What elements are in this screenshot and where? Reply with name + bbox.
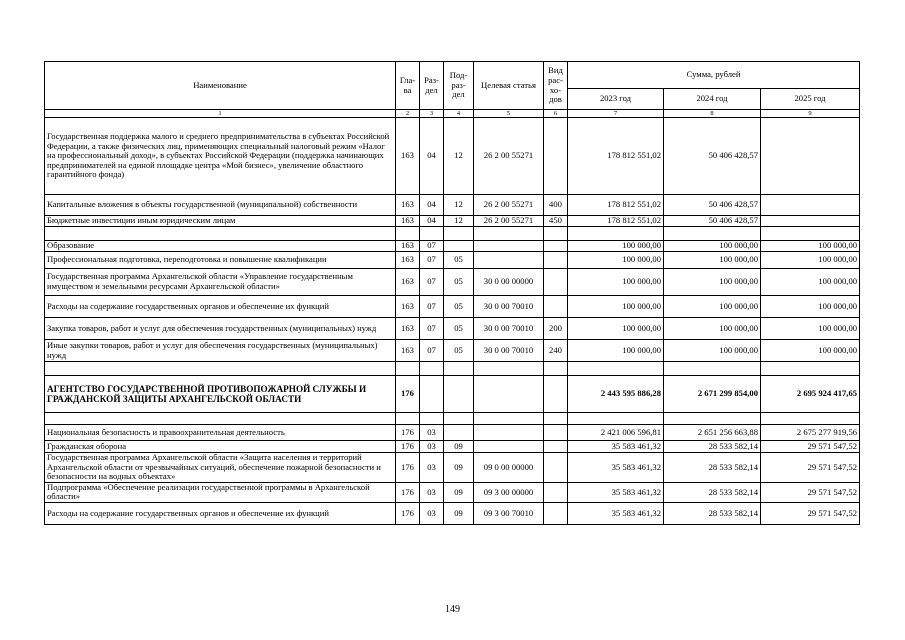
row-vid <box>544 241 568 252</box>
row-name: Образование <box>45 241 396 252</box>
row-2023 <box>568 362 664 376</box>
row-target: 30 0 00 70010 <box>474 340 544 362</box>
row-name: Закупка товаров, работ и услуг для обеспечения государственных (муниципальных) нужд <box>45 318 396 340</box>
row-glava: 163 <box>396 118 420 195</box>
table-row <box>45 118 860 195</box>
row-2023: 100 000,00 <box>568 252 664 269</box>
row-vid: 400 <box>544 195 568 216</box>
row-podrazdel: 05 <box>444 340 474 362</box>
row-podrazdel: 09 <box>444 502 474 524</box>
row-glava <box>396 227 420 241</box>
row-glava <box>396 362 420 376</box>
row-2024: 28 533 582,14 <box>664 441 761 453</box>
row-podrazdel: 09 <box>444 482 474 502</box>
row-razdel: 03 <box>420 425 444 441</box>
row-podrazdel <box>444 425 474 441</box>
row-razdel: 07 <box>420 296 444 318</box>
row-vid <box>544 441 568 453</box>
row-2023 <box>568 227 664 241</box>
row-2025 <box>761 362 860 376</box>
row-2025: 100 000,00 <box>761 252 860 269</box>
row-glava: 176 <box>396 441 420 453</box>
row-vid: 240 <box>544 340 568 362</box>
table-row <box>45 227 860 241</box>
row-2025: 100 000,00 <box>761 318 860 340</box>
row-2024: 50 406 428,57 <box>664 216 761 227</box>
row-glava: 163 <box>396 296 420 318</box>
header-target: Целевая статья <box>474 62 544 110</box>
row-glava: 176 <box>396 425 420 441</box>
row-name: Национальная безопасность и правоохранительная деятельность <box>45 425 396 441</box>
column-index: 9 <box>761 110 860 118</box>
row-vid: 200 <box>544 318 568 340</box>
row-2025: 29 571 547,52 <box>761 482 860 502</box>
row-2023: 178 812 551,02 <box>568 216 664 227</box>
header-razdel: Раз-дел <box>420 62 444 110</box>
row-2025 <box>761 216 860 227</box>
row-2023: 35 583 461,32 <box>568 482 664 502</box>
row-podrazdel: 05 <box>444 269 474 296</box>
header-vid: Вид рас-хо-дов <box>544 62 568 110</box>
column-index-row <box>45 110 860 118</box>
row-vid <box>544 296 568 318</box>
row-vid <box>544 502 568 524</box>
row-podrazdel: 05 <box>444 318 474 340</box>
budget-table <box>44 61 860 525</box>
row-razdel: 04 <box>420 216 444 227</box>
row-razdel: 07 <box>420 340 444 362</box>
column-index: 3 <box>420 110 444 118</box>
row-2024 <box>664 227 761 241</box>
row-name: Государственная поддержка малого и среднего предпринимательства в субъектах Российской Федерации, а также физических лиц, применяющих специальный налоговый режим «Налог на профессиональный доход», в субъектах Российской Федерации (поддержка начинающих предпринимателей на единой площадке центра «Мой бизнес», увеличение областного гарантийного фонда) <box>45 118 396 195</box>
row-2024: 2 671 299 854,00 <box>664 376 761 413</box>
table-row <box>45 195 860 216</box>
table-row <box>45 425 860 441</box>
row-2025: 100 000,00 <box>761 296 860 318</box>
row-glava: 176 <box>396 376 420 413</box>
row-2025: 100 000,00 <box>761 340 860 362</box>
header-2024: 2024 год <box>664 89 761 110</box>
column-index: 4 <box>444 110 474 118</box>
row-target <box>474 413 544 425</box>
row-vid <box>544 482 568 502</box>
row-vid: 450 <box>544 216 568 227</box>
row-2025 <box>761 195 860 216</box>
row-podrazdel: 05 <box>444 252 474 269</box>
row-razdel <box>420 413 444 425</box>
row-glava: 163 <box>396 216 420 227</box>
row-target: 09 0 00 00000 <box>474 453 544 483</box>
row-podrazdel: 05 <box>444 296 474 318</box>
row-razdel: 07 <box>420 241 444 252</box>
row-target <box>474 227 544 241</box>
row-target: 30 0 00 70010 <box>474 296 544 318</box>
row-2023: 2 421 006 596,81 <box>568 425 664 441</box>
row-podrazdel: 09 <box>444 453 474 483</box>
row-2025: 2 695 924 417,65 <box>761 376 860 413</box>
table-row <box>45 413 860 425</box>
header-glava: Гла-ва <box>396 62 420 110</box>
row-2023: 100 000,00 <box>568 296 664 318</box>
table-row <box>45 269 860 296</box>
row-target <box>474 376 544 413</box>
column-index: 5 <box>474 110 544 118</box>
row-podrazdel: 12 <box>444 195 474 216</box>
row-2025 <box>761 118 860 195</box>
row-glava: 163 <box>396 252 420 269</box>
row-2024 <box>664 413 761 425</box>
row-2024: 100 000,00 <box>664 252 761 269</box>
table-row <box>45 318 860 340</box>
row-2024: 100 000,00 <box>664 340 761 362</box>
row-2023: 35 583 461,32 <box>568 453 664 483</box>
row-podrazdel: 12 <box>444 118 474 195</box>
row-name: Государственная программа Архангельской области «Защита населения и территорий Архангельской области от чрезвычайных ситуаций, обеспечение пожарной безопасности и безопасности на водных объектах» <box>45 453 396 483</box>
table-row <box>45 482 860 502</box>
table-body <box>45 118 860 525</box>
row-vid <box>544 362 568 376</box>
row-glava: 176 <box>396 482 420 502</box>
header-row <box>45 62 860 89</box>
row-target: 09 3 00 00000 <box>474 482 544 502</box>
header-2025: 2025 год <box>761 89 860 110</box>
row-glava: 163 <box>396 195 420 216</box>
row-2024: 100 000,00 <box>664 269 761 296</box>
row-glava: 163 <box>396 340 420 362</box>
row-target: 26 2 00 55271 <box>474 195 544 216</box>
row-name: Профессиональная подготовка, переподготовка и повышение квалификации <box>45 252 396 269</box>
row-2025 <box>761 227 860 241</box>
row-podrazdel <box>444 413 474 425</box>
row-glava: 176 <box>396 453 420 483</box>
row-2024: 100 000,00 <box>664 241 761 252</box>
row-name <box>45 362 396 376</box>
row-target: 26 2 00 55271 <box>474 118 544 195</box>
table-row <box>45 502 860 524</box>
table-row <box>45 216 860 227</box>
row-target <box>474 252 544 269</box>
row-target: 30 0 00 00000 <box>474 269 544 296</box>
row-podrazdel: 09 <box>444 441 474 453</box>
row-razdel: 03 <box>420 502 444 524</box>
row-2024: 28 533 582,14 <box>664 453 761 483</box>
row-razdel: 07 <box>420 318 444 340</box>
row-podrazdel <box>444 241 474 252</box>
row-name: Капитальные вложения в объекты государственной (муниципальной) собственности <box>45 195 396 216</box>
row-2023 <box>568 413 664 425</box>
table-row <box>45 441 860 453</box>
row-2024: 2 651 256 663,88 <box>664 425 761 441</box>
table-row <box>45 453 860 483</box>
row-name: Расходы на содержание государственных органов и обеспечение их функций <box>45 296 396 318</box>
table-row <box>45 340 860 362</box>
column-index: 2 <box>396 110 420 118</box>
row-vid <box>544 453 568 483</box>
row-vid <box>544 376 568 413</box>
row-2023: 178 812 551,02 <box>568 195 664 216</box>
row-glava: 176 <box>396 502 420 524</box>
page-number: 149 <box>445 604 460 615</box>
row-podrazdel <box>444 227 474 241</box>
row-razdel <box>420 376 444 413</box>
table-row <box>45 376 860 413</box>
column-index: 8 <box>664 110 761 118</box>
row-glava: 163 <box>396 241 420 252</box>
row-target <box>474 362 544 376</box>
row-2024 <box>664 362 761 376</box>
row-2023: 2 443 595 886,28 <box>568 376 664 413</box>
row-razdel: 03 <box>420 453 444 483</box>
row-name: Государственная программа Архангельской области «Управление государственным имуществом и земельными ресурсами Архангельской области» <box>45 269 396 296</box>
row-vid <box>544 269 568 296</box>
row-name: Расходы на содержание государственных органов и обеспечение их функций <box>45 502 396 524</box>
row-glava <box>396 413 420 425</box>
row-razdel: 04 <box>420 195 444 216</box>
row-glava: 163 <box>396 318 420 340</box>
row-target <box>474 441 544 453</box>
row-2024: 50 406 428,57 <box>664 195 761 216</box>
row-2023: 100 000,00 <box>568 318 664 340</box>
row-vid <box>544 227 568 241</box>
row-2025: 100 000,00 <box>761 269 860 296</box>
row-2023: 100 000,00 <box>568 340 664 362</box>
header-sum: Сумма, рублей <box>568 62 860 89</box>
row-2025 <box>761 413 860 425</box>
row-name: Бюджетные инвестиции иным юридическим лицам <box>45 216 396 227</box>
row-podrazdel <box>444 376 474 413</box>
row-2023: 35 583 461,32 <box>568 502 664 524</box>
row-2023: 178 812 551,02 <box>568 118 664 195</box>
row-name: Гражданская оборона <box>45 441 396 453</box>
row-podrazdel: 12 <box>444 216 474 227</box>
row-2024: 100 000,00 <box>664 296 761 318</box>
row-podrazdel <box>444 362 474 376</box>
row-2025: 2 675 277 919,56 <box>761 425 860 441</box>
row-2025: 29 571 547,52 <box>761 502 860 524</box>
header-2023: 2023 год <box>568 89 664 110</box>
row-2023: 100 000,00 <box>568 269 664 296</box>
row-glava: 163 <box>396 269 420 296</box>
row-2025: 29 571 547,52 <box>761 441 860 453</box>
row-2024: 50 406 428,57 <box>664 118 761 195</box>
row-target <box>474 425 544 441</box>
row-razdel: 03 <box>420 441 444 453</box>
row-vid <box>544 118 568 195</box>
row-razdel: 03 <box>420 482 444 502</box>
row-razdel: 04 <box>420 118 444 195</box>
column-index: 6 <box>544 110 568 118</box>
table-row <box>45 362 860 376</box>
row-name: АГЕНТСТВО ГОСУДАРСТВЕННОЙ ПРОТИВОПОЖАРНОЙ СЛУЖБЫ И ГРАЖДАНСКОЙ ЗАЩИТЫ АРХАНГЕЛЬСКОЙ ОБЛАСТИ <box>45 376 396 413</box>
row-vid <box>544 413 568 425</box>
row-target: 09 3 00 70010 <box>474 502 544 524</box>
row-name <box>45 227 396 241</box>
row-2025: 29 571 547,52 <box>761 453 860 483</box>
header-podrazdel: Под-раз-дел <box>444 62 474 110</box>
table-row <box>45 241 860 252</box>
row-vid <box>544 425 568 441</box>
row-2023: 100 000,00 <box>568 241 664 252</box>
row-name: Подпрограмма «Обеспечение реализации государственной программы в Архангельской области» <box>45 482 396 502</box>
row-2023: 35 583 461,32 <box>568 441 664 453</box>
table-row <box>45 296 860 318</box>
column-index: 7 <box>568 110 664 118</box>
column-index: 1 <box>45 110 396 118</box>
row-2025: 100 000,00 <box>761 241 860 252</box>
header-name: Наименование <box>45 62 396 110</box>
row-razdel <box>420 362 444 376</box>
row-2024: 28 533 582,14 <box>664 502 761 524</box>
row-target <box>474 241 544 252</box>
row-vid <box>544 252 568 269</box>
table-row <box>45 252 860 269</box>
row-name <box>45 413 396 425</box>
row-name: Иные закупки товаров, работ и услуг для обеспечения государственных (муниципальных) нужд <box>45 340 396 362</box>
row-target: 26 2 00 55271 <box>474 216 544 227</box>
row-razdel: 07 <box>420 252 444 269</box>
row-razdel: 07 <box>420 269 444 296</box>
row-target: 30 0 00 70010 <box>474 318 544 340</box>
row-2024: 100 000,00 <box>664 318 761 340</box>
row-razdel <box>420 227 444 241</box>
budget-document-page <box>44 61 859 525</box>
row-2024: 28 533 582,14 <box>664 482 761 502</box>
